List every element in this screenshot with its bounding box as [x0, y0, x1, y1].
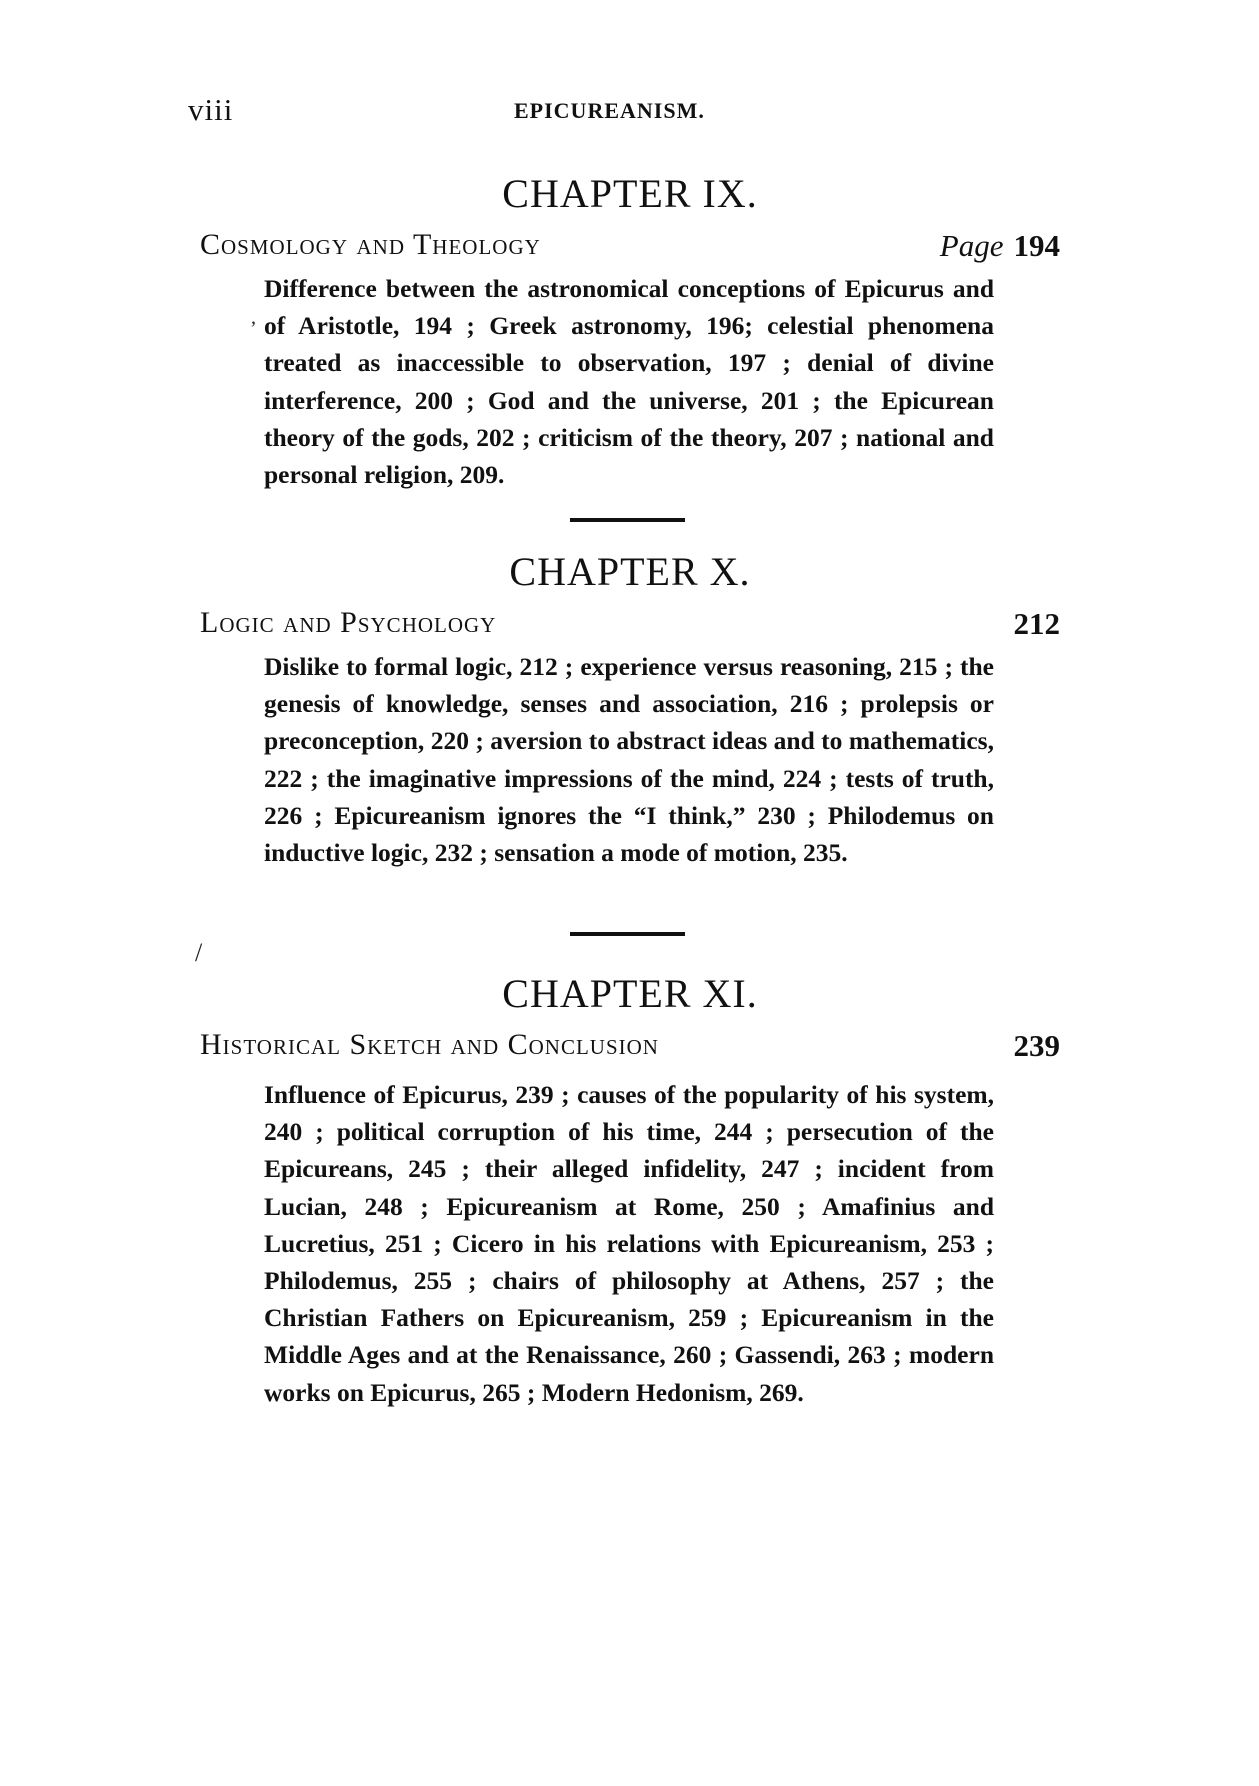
chapter-summary: Difference between the astronomical conceptions of Epicurus and of Aristotle, 194 ; Greek astronomy, 196; celestial phenomena treated as inaccessible to observation, 197 ; denial of divine interference, 200 ; God and the universe, 201 ; the Epicurean theory of the gods, 202 ; criticism of the theory, 207 ; national and personal religion, 209. — [264, 274, 994, 490]
chapter-page-number: 212 — [1013, 606, 1060, 641]
chapter-xi-section — [200, 970, 1060, 1450]
margin-mark: / — [195, 938, 203, 967]
chapter-title: Logic and Psychology — [200, 606, 497, 639]
chapter-title: Cosmology and Theology — [200, 228, 541, 261]
chapter-page-ref — [1014, 1028, 1061, 1064]
section-divider-rule — [570, 932, 685, 936]
chapter-x-section — [200, 548, 1060, 918]
chapter-page-number: 239 — [1013, 1028, 1060, 1063]
page-folio: viii — [188, 92, 234, 127]
chapter-summary: Influence of Epicurus, 239 ; causes of the popularity of his system, 240 ; political corruption of his time, 244 ; persecution of the Epicureans, 245 ; their alleged infidelity, 247 ; incident from Lucian, 248 ; Epicureanism at Rome, 250 ; Amafinius and Lucretius, 251 ; Cicero in his relations with Epicureanism, 253 ; Philodemus, 255 ; chairs of philosophy at Athens, 257 ; the Christian Fathers on Epicureanism, 259 ; Epicureanism in the Middle Ages and at the Renaissance, 260 ; Gassendi, 263 ; modern works on Epicurus, 265 ; Modern Hedonism, 269. — [264, 1080, 994, 1407]
chapter-ix-section — [200, 170, 1060, 500]
chapter-heading: CHAPTER IX. — [502, 171, 758, 216]
chapter-summary: Dislike to formal logic, 212 ; experience versus reasoning, 215 ; the genesis of knowledge, senses and association, 216 ; prolepsis or preconception, 220 ; aversion to abstract ideas and to mathematics, 222 ; the imaginative impressions of the mind, 224 ; tests of truth, 226 ; Epicureanism ignores the “I think,” 230 ; Philodemus on inductive logic, 232 ; sensation a mode of motion, 235. — [264, 652, 994, 868]
running-head — [188, 92, 748, 132]
chapter-title: Historical Sketch and Conclusion — [200, 1028, 659, 1061]
running-title: EPICUREANISM. — [514, 98, 705, 123]
chapter-heading: CHAPTER X. — [509, 549, 751, 594]
page-word: Page — [939, 228, 1004, 263]
chapter-page-ref — [940, 228, 1060, 264]
chapter-heading: CHAPTER XI. — [502, 971, 758, 1016]
chapter-page-number: 194 — [1013, 228, 1060, 263]
chapter-page-ref — [1014, 606, 1061, 642]
margin-mark: ʼ — [250, 318, 257, 340]
section-divider-rule — [570, 518, 685, 522]
